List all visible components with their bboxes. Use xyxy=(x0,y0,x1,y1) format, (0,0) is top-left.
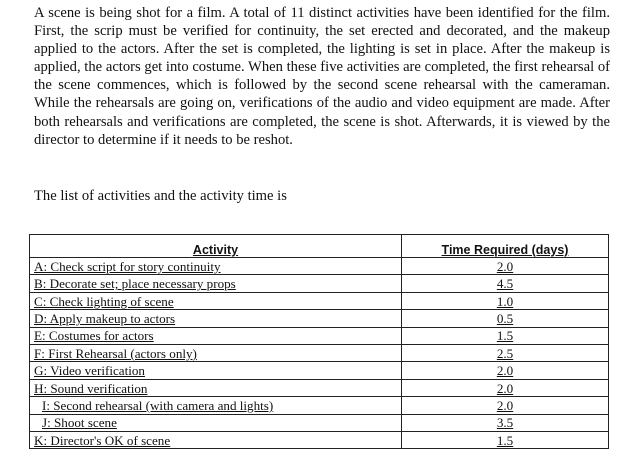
time-cell: 1.5 xyxy=(402,431,609,448)
activity-cell: D: Apply makeup to actors xyxy=(30,310,402,327)
time-cell: 2.0 xyxy=(402,258,609,275)
table-row xyxy=(30,397,609,414)
time-cell: 3.5 xyxy=(402,414,609,431)
activity-column-header: Activity xyxy=(30,235,402,258)
time-cell: 2.0 xyxy=(402,362,609,379)
activity-cell: J: Shoot scene xyxy=(30,414,402,431)
table-row xyxy=(30,310,609,327)
time-cell: 1.5 xyxy=(402,327,609,344)
problem-description: A scene is being shot for a film. A total of 11 distinct activities have been identified for the film. First, the scrip must be verified for continuity, the set erected and decorated, and the makeup applied to the actors. After the set is completed, the lighting is set in place. After the makeup is applied, the actors get into costume. When these five activities are completed, the first rehearsal of the scene commences, which is followed by the second scene rehearsal with the cameraman. While the rehearsals are going on, verifications of the audio and video equipment are made. After both rehearsals and verifications are completed, the scene is shot. Afterwards, it is viewed by the director to determine if it needs to be reshot. xyxy=(34,5,610,148)
table-intro: The list of activities and the activity time is xyxy=(34,188,287,204)
table-row xyxy=(30,292,609,309)
activity-cell: C: Check lighting of scene xyxy=(30,292,402,309)
time-cell: 4.5 xyxy=(402,275,609,292)
time-cell: 2.0 xyxy=(402,379,609,396)
activity-cell: H: Sound verification xyxy=(30,379,402,396)
time-cell: 2.5 xyxy=(402,344,609,361)
time-cell: 0.5 xyxy=(402,310,609,327)
activity-cell: K: Director's OK of scene xyxy=(30,431,402,448)
table-row xyxy=(30,362,609,379)
table-row xyxy=(30,327,609,344)
table-row xyxy=(30,414,609,431)
activity-cell: A: Check script for story continuity xyxy=(30,258,402,275)
table-row xyxy=(30,379,609,396)
time-cell: 1.0 xyxy=(402,292,609,309)
activity-cell: F: First Rehearsal (actors only) xyxy=(30,344,402,361)
table-row xyxy=(30,258,609,275)
activity-cell: E: Costumes for actors xyxy=(30,327,402,344)
time-cell: 2.0 xyxy=(402,397,609,414)
activity-cell: I: Second rehearsal (with camera and lights) xyxy=(30,397,402,414)
table-row xyxy=(30,431,609,448)
time-column-header: Time Required (days) xyxy=(402,235,609,258)
activity-table xyxy=(29,234,609,449)
activity-cell: B: Decorate set; place necessary props xyxy=(30,275,402,292)
table-row xyxy=(30,344,609,361)
activity-cell: G: Video verification xyxy=(30,362,402,379)
table-row xyxy=(30,275,609,292)
table-header-row xyxy=(30,235,609,258)
